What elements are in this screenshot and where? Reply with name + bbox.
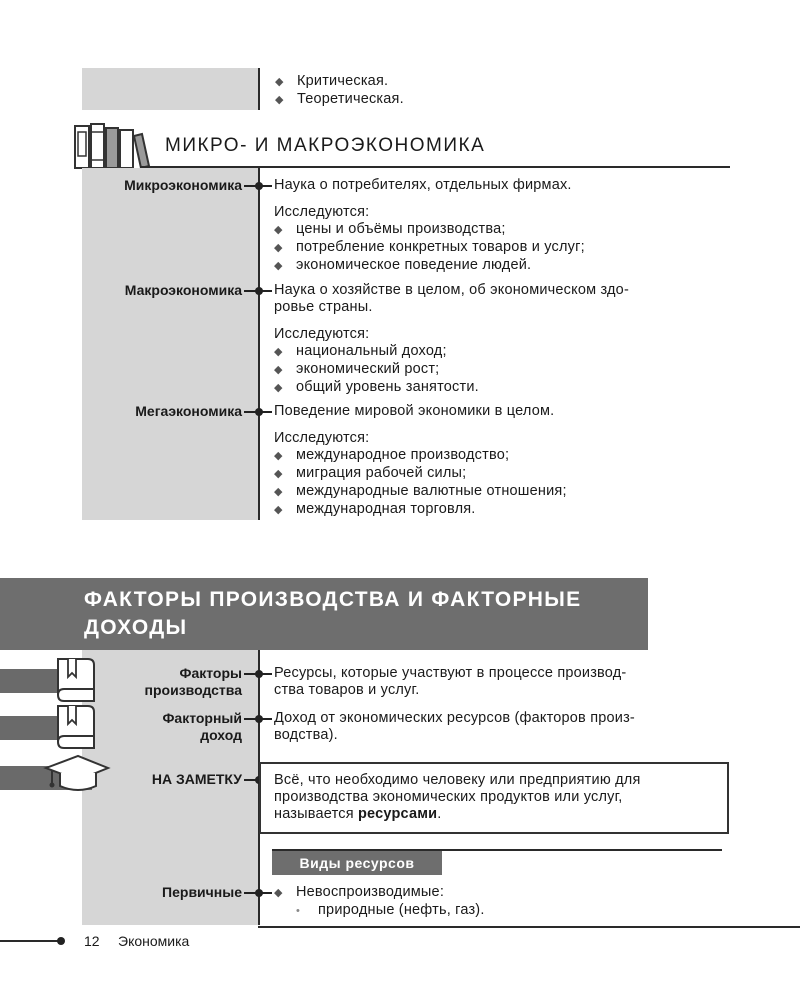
section-banner bbox=[0, 578, 648, 650]
row-text-mega bbox=[274, 403, 730, 519]
row-label-mega: Мегаэкономика bbox=[135, 403, 242, 419]
top-list bbox=[275, 73, 404, 109]
definition: Наука о хозяйстве в целом, об экономическом здо- bbox=[274, 282, 629, 298]
row-label-macro: Макроэкономика bbox=[124, 282, 242, 298]
connector-dot bbox=[255, 182, 263, 190]
studies-label: Исследуются: bbox=[274, 430, 370, 446]
note-box bbox=[259, 762, 729, 834]
label-column bbox=[82, 168, 258, 520]
list-item: ◆ потребление конкретных товаров и услуг; bbox=[274, 239, 585, 255]
row-text-micro bbox=[274, 177, 730, 275]
connector-dot bbox=[255, 408, 263, 416]
footer-rule-right bbox=[258, 926, 800, 928]
bookmark-book-icon bbox=[54, 704, 98, 752]
top-vertical-line bbox=[258, 68, 260, 110]
banner-title-line: ФАКТОРЫ ПРОИЗВОДСТВА И ФАКТОРНЫЕ bbox=[84, 588, 582, 611]
list-item: ◆ международная торговля. bbox=[274, 501, 476, 517]
list-item: ◆ экономический рост; bbox=[274, 361, 440, 377]
top-gray-block bbox=[82, 68, 258, 110]
row-label-factor-income: Факторный доход bbox=[162, 710, 242, 743]
row-text-primary bbox=[274, 884, 730, 920]
note-label: НА ЗАМЕТКУ bbox=[151, 771, 242, 787]
list-item: ◆ Невоспроизводимые: bbox=[274, 884, 445, 900]
connector-dot bbox=[255, 670, 263, 678]
row-label-primary: Первичные bbox=[162, 884, 242, 900]
footer-rule-left bbox=[0, 940, 62, 942]
row-label-factors: Факторы производства bbox=[144, 665, 242, 698]
note-text: Всё, что необходимо человеку или предприятию для bbox=[274, 772, 641, 788]
definition: Поведение мировой экономики в целом. bbox=[274, 403, 555, 419]
list-item: ◆ экономическое поведение людей. bbox=[274, 257, 532, 273]
list-item: ◆ миграция рабочей силы; bbox=[274, 465, 467, 481]
page-number: 12 bbox=[84, 933, 100, 949]
list-item: ◆ международное производство; bbox=[274, 447, 510, 463]
footer-subject: Экономика bbox=[118, 933, 190, 949]
definition: Наука о потребителях, отдельных фирмах. bbox=[274, 177, 572, 193]
connector-dot bbox=[255, 287, 263, 295]
list-item: ◆ национальный доход; bbox=[274, 343, 447, 359]
list-item: ◆ международные валютные отношения; bbox=[274, 483, 567, 499]
definition: ровье страны. bbox=[274, 299, 373, 315]
row-text-factor-income: Доход от экономических ресурсов (факторов произ- водства). bbox=[274, 710, 635, 743]
bookmark-book-icon bbox=[54, 657, 98, 705]
resources-header: Виды ресурсов bbox=[272, 851, 442, 875]
row-text-macro bbox=[274, 282, 730, 397]
note-text: производства экономических продуктов или услуг, bbox=[274, 789, 623, 805]
sub-list-item: • природные (нефть, газ). bbox=[296, 902, 485, 918]
books-icon bbox=[72, 122, 150, 170]
main-vertical-line bbox=[258, 168, 260, 520]
studies-label: Исследуются: bbox=[274, 204, 370, 220]
list-item: ◆ Критическая. bbox=[275, 73, 389, 89]
studies-label: Исследуются: bbox=[274, 326, 370, 342]
connector-dot bbox=[255, 715, 263, 723]
connector-dot bbox=[255, 889, 263, 897]
list-item: ◆ цены и объёмы производства; bbox=[274, 221, 506, 237]
banner-title-line: ДОХОДЫ bbox=[84, 616, 188, 639]
list-item: ◆ Теоретическая. bbox=[275, 91, 404, 107]
list-item: ◆ общий уровень занятости. bbox=[274, 379, 479, 395]
note-text: называется ресурсами. bbox=[274, 806, 442, 822]
row-label-micro: Микроэкономика bbox=[124, 177, 242, 193]
row-text-factors: Ресурсы, которые участвуют в процессе производ- ства товаров и услуг. bbox=[274, 665, 627, 698]
footer-dot bbox=[57, 937, 65, 945]
section-title: МИКРО- И МАКРОЭКОНОМИКА bbox=[165, 135, 486, 156]
